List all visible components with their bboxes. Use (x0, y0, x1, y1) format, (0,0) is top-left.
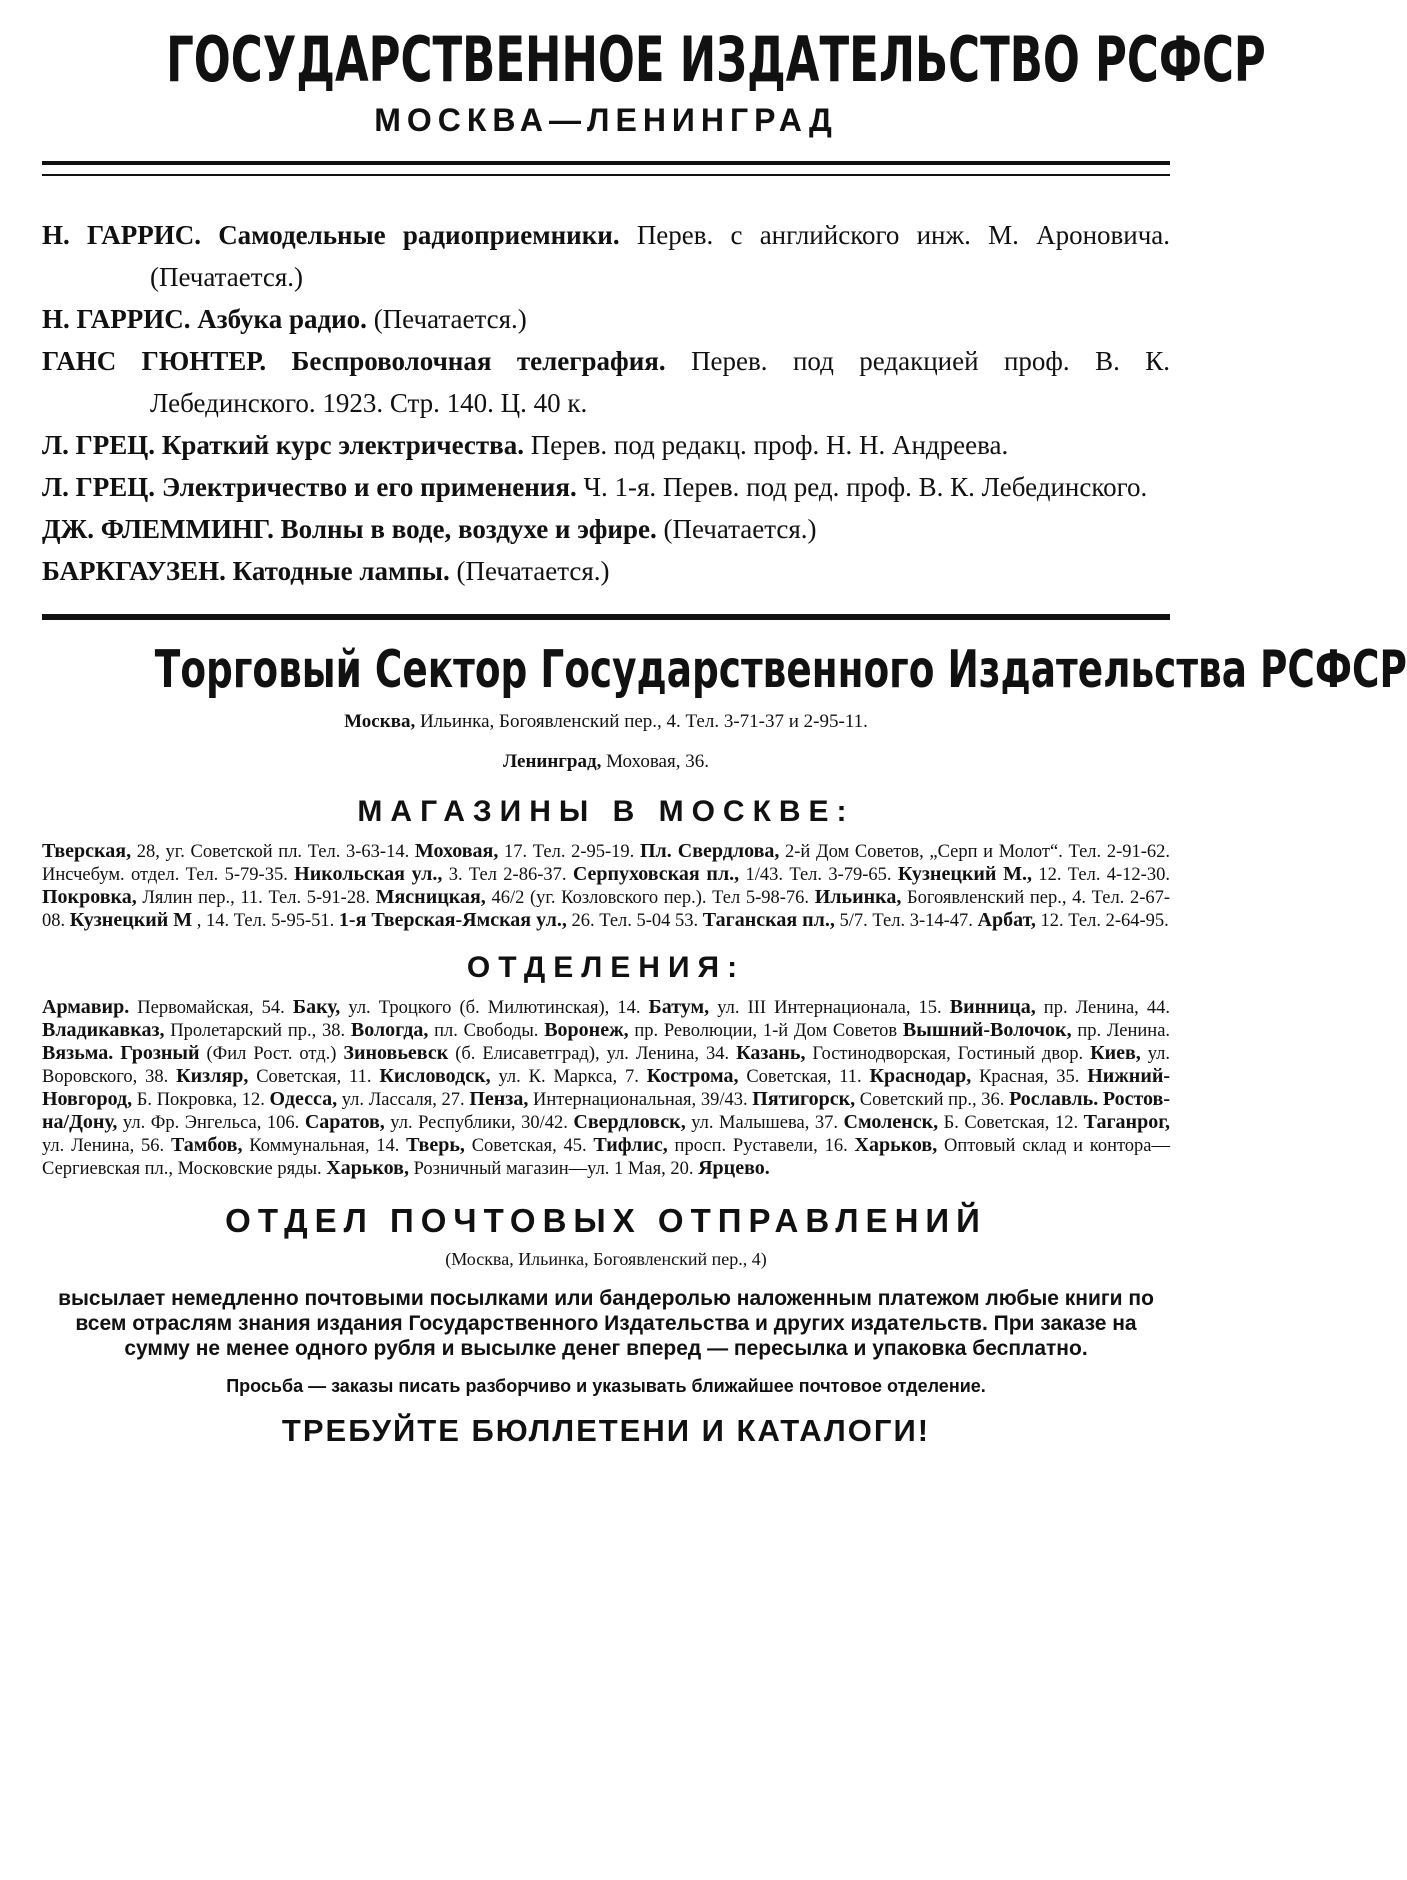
branch-entry-address: Интернациональная, 39/43. (528, 1090, 748, 1110)
book-entry (42, 466, 1170, 508)
branch-entry (573, 1113, 838, 1133)
book-details: Перев. под редакц. проф. Н. Н. Андреева. (530, 430, 1009, 460)
branch-entry (270, 1090, 465, 1110)
store-entry-address: 26. Тел. 5-04 53. (566, 911, 699, 931)
branch-entry-address: пл. Свободы. (428, 1021, 539, 1041)
store-entry (70, 911, 335, 931)
branch-entry-name: Владикавказ, (42, 1019, 165, 1041)
branch-entry-name: Вязьма. (42, 1042, 114, 1064)
branch-entry (326, 1159, 693, 1179)
branch-entry-address: ул. Лассаля, 27. (337, 1090, 465, 1110)
branch-entry (120, 1044, 336, 1064)
book-author: Л. ГРЕЦ. (42, 430, 156, 460)
book-details: (Печатается.) (663, 514, 817, 544)
book-details: Ч. 1-я. Перев. под ред. проф. В. К. Лебединского. (583, 472, 1148, 502)
branch-entry-address: Оптовый склад и контора—Сергиевская пл., Московские ряды. (42, 1136, 1171, 1179)
branch-entry-address: ул. Ленина, 56. (42, 1136, 165, 1156)
branch-entry-address: ул. Малышева, 37. (685, 1113, 838, 1133)
branch-entry (42, 1044, 113, 1064)
branch-entry-name: Пенза, (469, 1088, 529, 1110)
moscow-address (42, 708, 1170, 736)
publisher-subtitle: МОСКВА—ЛЕНИНГРАД (374, 102, 838, 138)
store-entry (339, 911, 698, 931)
store-entry-address: 12. Тел. 4-12-30. (1032, 865, 1170, 885)
book-title: Азбука радио. (197, 304, 367, 334)
branch-entry-address: Советский пр., 36. (855, 1090, 1005, 1110)
store-entry-address: 3. Тел 2-86-37. (442, 865, 567, 885)
store-entry-name: Серпуховская пл., (572, 863, 740, 885)
store-entry (294, 865, 566, 885)
branch-entry-name: Одесса, (269, 1088, 338, 1110)
branch-entry (752, 1090, 1004, 1110)
branch-entry-address: (Фил Рост. отд.) (199, 1044, 337, 1064)
branch-entry-name: Харьков, (854, 1134, 938, 1156)
branch-entry-name: Ростов-на/Дону, (42, 1088, 1171, 1133)
store-entry (703, 911, 973, 931)
branch-entry-address: Красная, 35. (971, 1067, 1080, 1087)
store-entry-address: Лялин пер., 11. Тел. 5-91-28. (136, 888, 370, 908)
store-entry (376, 888, 809, 908)
branch-entry (351, 1021, 539, 1041)
branch-entry-address: пр. Ленина, 44. (1035, 998, 1171, 1018)
store-entry-name: Моховая, (414, 840, 499, 862)
branch-entry-name: Таганрог, (1083, 1111, 1171, 1133)
branch-entry-address: Пролетарский пр., 38. (164, 1021, 346, 1041)
store-entry (978, 911, 1169, 931)
store-entry (898, 865, 1170, 885)
store-entry-name: Никольская ул., (294, 863, 443, 885)
branch-entry (649, 998, 942, 1018)
branch-entry (343, 1044, 729, 1064)
branch-entry (844, 1113, 1079, 1133)
store-entry-name: Тверская, (42, 840, 132, 862)
branch-entry-name: Тверь, (406, 1134, 465, 1156)
book-title: Волны в воде, воздухе и эфире. (280, 514, 657, 544)
branch-entry-name: Саратов, (304, 1111, 385, 1133)
book-title: Беспроволочная телеграфия. (291, 346, 666, 376)
store-entry-address: 1/43. Тел. 3-79-65. (739, 865, 892, 885)
leningrad-label: Ленинград, (503, 751, 602, 772)
branch-entry-name: Кисловодск, (379, 1065, 491, 1087)
book-author: ГАНС ГЮНТЕР. (42, 346, 267, 376)
stores-list (42, 840, 1170, 932)
store-entry-address: Богоявленский пер., 4. Тел. 2-67-08. (42, 888, 1171, 931)
branch-entry-address: ул. Фр. Энгельса, 106. (117, 1113, 300, 1133)
branch-entry-name: Нижний-Новгород, (42, 1065, 1171, 1110)
book-entry (42, 424, 1170, 466)
branch-entry-name: Рославль. (1009, 1088, 1099, 1110)
book-entry (42, 340, 1170, 424)
store-entry-address: , 14. Тел. 5-95-51. (192, 911, 335, 931)
double-divider (42, 161, 1170, 176)
branch-entry (293, 998, 641, 1018)
branch-entry-name: Кизляр, (176, 1065, 249, 1087)
branch-entry (1009, 1090, 1098, 1110)
branch-entry-name: Казань, (736, 1042, 806, 1064)
stores-title: МАГАЗИНЫ В МОСКВЕ: (357, 795, 855, 828)
book-author: БАРКГАУЗЕН. (42, 556, 226, 586)
book-author: Н. ГАРРИС. (42, 220, 201, 250)
branch-entry-name: Грозный (120, 1042, 200, 1064)
book-author: ДЖ. ФЛЕММИНГ. (42, 514, 274, 544)
branch-entry (736, 1044, 1083, 1064)
branch-entry-address: Б. Покровка, 12. (132, 1090, 265, 1110)
branches-title: ОТДЕЛЕНИЯ: (466, 951, 746, 984)
store-entry-name: Пл. Свердлова, (639, 840, 780, 862)
branch-entry-address: ул. Воровского, 38. (42, 1044, 1171, 1087)
branch-entry-name: Батум, (648, 996, 710, 1018)
branch-entry (903, 1021, 1170, 1041)
trade-sector-title: Торговый Сектор Государственного Издательства РСФСР (154, 640, 1407, 700)
moscow-address-text: Ильинка, Богоявленский пер., 4. Тел. 3-71-37 и 2-95-11. (419, 711, 868, 732)
book-entry (42, 214, 1170, 298)
branch-entry-name: Баку, (292, 996, 341, 1018)
branch-entry-name: Воронеж, (544, 1019, 629, 1041)
store-entry-address: 46/2 (уг. Козловского пер.). Тел 5-98-76. (485, 888, 810, 908)
mail-department-text: высылает немедленно почтовыми посылками или бандеролью наложенным платежом любые книги по всем отраслям знания издания Государственного Издательства и других издательств. При заказе на сумму не менее одного рубля и высылке денег вперед — пересылка и упаковка бесплатно. (58, 1287, 1154, 1360)
store-entry (42, 888, 370, 908)
store-entry-address: 12. Тел. 2-64-95. (1035, 911, 1169, 931)
branch-entry-name: Вышний-Волочок, (902, 1019, 1072, 1041)
store-entry-address: 28, уг. Советской пл. Тел. 3-63-14. (131, 842, 410, 862)
catalog-call: ТРЕБУЙТЕ БЮЛЛЕТЕНИ И КАТАЛОГИ! (281, 1413, 931, 1448)
thick-divider (42, 614, 1170, 620)
publisher-title: ГОСУДАРСТВЕННОЕ ИЗДАТЕЛЬСТВО РСФСР (166, 23, 1266, 96)
branch-entry (593, 1136, 847, 1156)
branch-entry-name: Краснодар, (869, 1065, 972, 1087)
mail-department-title: ОТДЕЛ ПОЧТОВЫХ ОТПРАВЛЕНИЙ (225, 1202, 987, 1239)
store-entry (42, 842, 409, 862)
branch-entry-address: ул. III Интернационала, 15. (709, 998, 942, 1018)
branch-entry (176, 1067, 371, 1087)
branch-entry (171, 1136, 399, 1156)
branch-entry-address: Б. Советская, 12. (938, 1113, 1079, 1133)
store-entry-name: Покровка, (42, 886, 137, 908)
store-entry-address: 2-й Дом Советов, „Серп и Молот“. Тел. 2-91-62. Инсчебум. отдел. Тел. 5-79-35. (42, 842, 1171, 885)
branch-entry (950, 998, 1170, 1018)
store-entry-name: Арбат, (977, 909, 1036, 931)
book-title: Самодельные радиоприемники. (218, 220, 620, 250)
book-author: Л. ГРЕЦ. (42, 472, 156, 502)
branch-entry-name: Пятигорск, (752, 1088, 856, 1110)
branch-entry-name: Вологда, (350, 1019, 429, 1041)
book-details: Перев. с английского инж. М. Ароновича. (Печатается.) (150, 220, 1171, 292)
store-entry-address: 17. Тел. 2-95-19. (498, 842, 635, 862)
leningrad-address (42, 748, 1170, 776)
branch-entry-name: Свердловск, (573, 1111, 686, 1133)
book-author: Н. ГАРРИС. (42, 304, 191, 334)
branch-entry-name: Харьков, (326, 1157, 409, 1179)
branch-entry-name: Винница, (949, 996, 1036, 1018)
store-entry-name: Таганская пл., (702, 909, 835, 931)
branch-entry-name: Ярцево. (698, 1157, 770, 1179)
book-list (42, 214, 1170, 592)
branch-entry-address: пр. Революции, 1-й Дом Советов (628, 1021, 898, 1041)
branch-entry-name: Кострома, (646, 1065, 739, 1087)
branch-entry-name: Смоленск, (843, 1111, 939, 1133)
branch-entry-name: Тамбов, (170, 1134, 243, 1156)
store-entry-address: 5/7. Тел. 3-14-47. (834, 911, 973, 931)
store-entry-name: 1-я Тверская-Ямская ул., (338, 909, 567, 931)
branch-entry (544, 1021, 897, 1041)
branch-entry (42, 1021, 345, 1041)
branch-entry-address: Советская, 11. (738, 1067, 862, 1087)
leningrad-address-text: Моховая, 36. (606, 751, 709, 772)
branch-entry (379, 1067, 639, 1087)
book-title: Краткий курс электричества. (161, 430, 524, 460)
book-details: (Печатается.) (373, 304, 527, 334)
book-details: Перев. под редакцией проф. В. К. Лебединского. 1923. Стр. 140. Ц. 40 к. (150, 346, 1171, 418)
branch-entry-name: Армавир. (42, 996, 130, 1018)
request-note: Просьба — заказы писать разборчиво и указывать ближайшее почтовое отделение. (226, 1376, 986, 1396)
store-entry-name: Кузнецкий М., (897, 863, 1032, 885)
branches-list (42, 996, 1170, 1180)
branch-entry (469, 1090, 747, 1110)
branch-entry-name: Киев, (1090, 1042, 1141, 1064)
book-title: Электричество и его применения. (161, 472, 577, 502)
store-entry-name: Кузнецкий М (69, 909, 193, 931)
store-entry (573, 865, 892, 885)
book-entry (42, 298, 1170, 340)
branch-entry-address: Гостинодворская, Гостиный двор. (805, 1044, 1084, 1064)
branch-entry-address: пр. Ленина. (1071, 1021, 1171, 1041)
branch-entry-address: ул. К. Маркса, 7. (490, 1067, 639, 1087)
book-title: Катодные лампы. (232, 556, 450, 586)
branch-entry (305, 1113, 568, 1133)
book-details: (Печатается.) (456, 556, 610, 586)
store-entry-name: Мясницкая, (375, 886, 486, 908)
branch-entry-address: Советская, 11. (248, 1067, 372, 1087)
branch-entry-address: ул. Республики, 30/42. (384, 1113, 568, 1133)
branch-entry (870, 1067, 1080, 1087)
branch-entry-address: Первомайская, 54. (129, 998, 285, 1018)
store-entry-name: Ильинка, (814, 886, 902, 908)
branch-entry-address: просп. Руставели, 16. (667, 1136, 848, 1156)
branch-entry (406, 1136, 586, 1156)
branch-entry-address: Коммунальная, 14. (242, 1136, 400, 1156)
branch-entry-name: Зиновьевск (343, 1042, 449, 1064)
branch-entry-address: Розничный магазин—ул. 1 Мая, 20. (408, 1159, 694, 1179)
branch-entry-address: (б. Елисаветград), ул. Ленина, 34. (448, 1044, 730, 1064)
branch-entry-address: ул. Троцкого (б. Милютинская), 14. (340, 998, 641, 1018)
branch-entry-name: Тифлис, (593, 1134, 668, 1156)
branch-entry (647, 1067, 862, 1087)
mail-department-address: (Москва, Ильинка, Богоявленский пер., 4) (445, 1249, 767, 1269)
book-entry (42, 550, 1170, 592)
branch-entry (698, 1159, 770, 1179)
moscow-label: Москва, (344, 711, 416, 732)
branch-entry (42, 998, 285, 1018)
store-entry (415, 842, 634, 862)
branch-entry-address: Советская, 45. (464, 1136, 587, 1156)
book-entry (42, 508, 1170, 550)
